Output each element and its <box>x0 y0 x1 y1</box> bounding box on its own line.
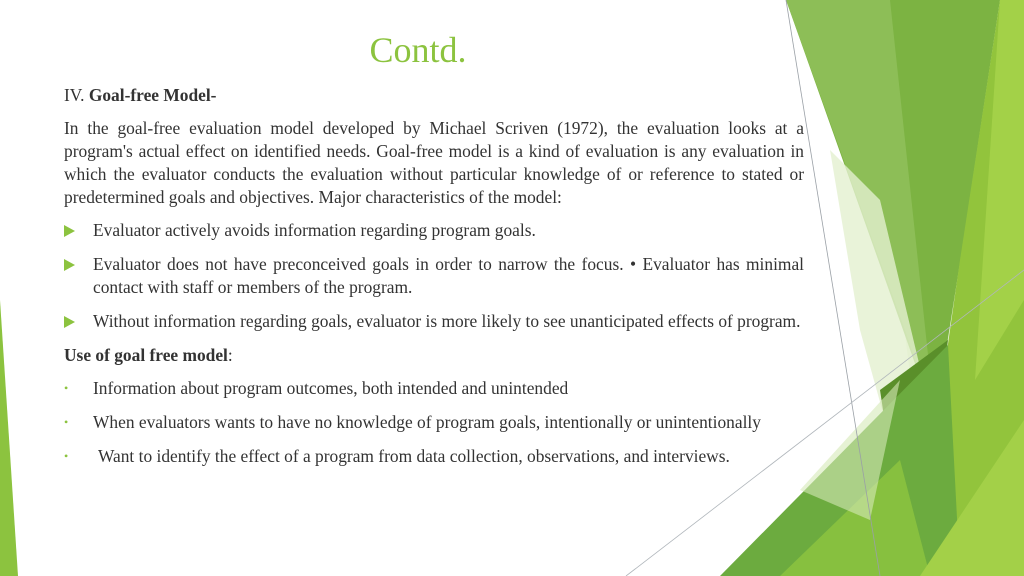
use-item <box>64 445 804 468</box>
use-heading-colon: : <box>227 345 233 365</box>
use-text: When evaluators wants to have no knowledge of program goals, intentionally or unintentionally <box>93 412 761 432</box>
dot-bullet-icon: • <box>64 449 69 463</box>
section-heading <box>64 84 804 107</box>
slide-title: Contd. <box>369 30 467 70</box>
characteristic-item <box>64 310 804 333</box>
characteristic-item <box>64 253 804 299</box>
use-item <box>64 411 804 434</box>
characteristic-text: Without information regarding goals, evaluator is more likely to see unanticipated effects of program. <box>93 311 801 331</box>
use-text: Want to identify the effect of a program from data collection, observations, and interviews. <box>98 446 730 466</box>
use-heading-text: Use of goal free model <box>64 345 228 365</box>
decor-left-sliver <box>0 300 18 576</box>
slide-body <box>64 84 804 479</box>
section-number: IV. <box>64 85 85 105</box>
use-heading <box>64 344 804 367</box>
dot-bullet-icon: • <box>64 415 69 429</box>
arrow-bullet-icon <box>64 259 75 271</box>
characteristic-text: Evaluator actively avoids information regarding program goals. <box>93 220 536 240</box>
arrow-bullet-icon <box>64 225 75 237</box>
arrow-bullet-icon <box>64 316 75 328</box>
characteristic-item <box>64 219 804 242</box>
use-text: Information about program outcomes, both intended and unintended <box>93 378 569 398</box>
use-item <box>64 377 804 400</box>
section-title: Goal-free Model- <box>88 85 217 105</box>
dot-bullet-icon: • <box>64 381 69 395</box>
intro-paragraph: In the goal-free evaluation model developed by Michael Scriven (1972), the evaluation looks at a program's actual effect on identified needs. Goal-free model is a kind of evaluation is any evaluation in which the evaluator conducts the evaluation without particular knowledge of or reference to stated or predetermined goals and objectives. Major characteristics of the model: <box>64 118 804 207</box>
characteristic-text: Evaluator does not have preconceived goals in order to narrow the focus. • Evaluator has minimal contact with staff or members of the program. <box>93 254 804 297</box>
